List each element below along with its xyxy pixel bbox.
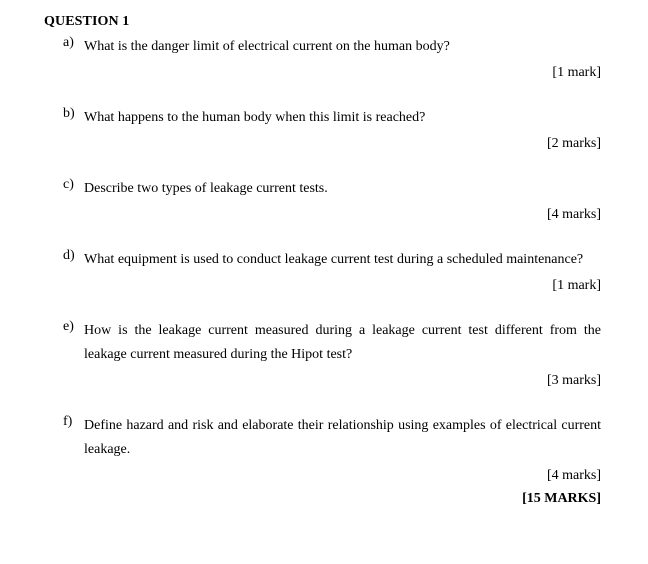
question-item-e [63, 319, 601, 367]
question-letter: d) [63, 248, 75, 263]
question-item-a [63, 35, 601, 59]
question-text: What equipment is used to conduct leakage current test during a scheduled maintenance? [84, 252, 584, 267]
question-letter: e) [63, 319, 74, 334]
marks-label-b: [2 marks] [546, 136, 601, 151]
marks-label-f: [4 marks] [546, 468, 601, 483]
marks-label-c: [4 marks] [546, 207, 601, 222]
question-item-b [63, 106, 601, 130]
question-text: What happens to the human body when this limit is reached? [84, 110, 426, 125]
question-item-f [63, 414, 601, 462]
marks-label-a: [1 mark] [552, 65, 601, 80]
question-text: What is the danger limit of electrical current on the human body? [84, 39, 450, 54]
question-text: Define hazard and risk and elaborate their relationship using examples of electrical current leakage. [84, 418, 601, 457]
question-heading: QUESTION 1 [44, 14, 130, 29]
question-text: How is the leakage current measured during a leakage current test different from the leakage current measured during the Hipot test? [84, 323, 601, 362]
question-text: Describe two types of leakage current tests. [84, 181, 328, 196]
question-item-c [63, 177, 601, 201]
marks-label-e: [3 marks] [546, 373, 601, 388]
marks-label-d: [1 mark] [552, 278, 601, 293]
question-letter: b) [63, 106, 75, 121]
question-letter: a) [63, 35, 74, 50]
total-marks: [15 MARKS] [522, 491, 601, 506]
question-item-d [63, 248, 601, 272]
question-letter: f) [63, 414, 73, 429]
question-letter: c) [63, 177, 74, 192]
